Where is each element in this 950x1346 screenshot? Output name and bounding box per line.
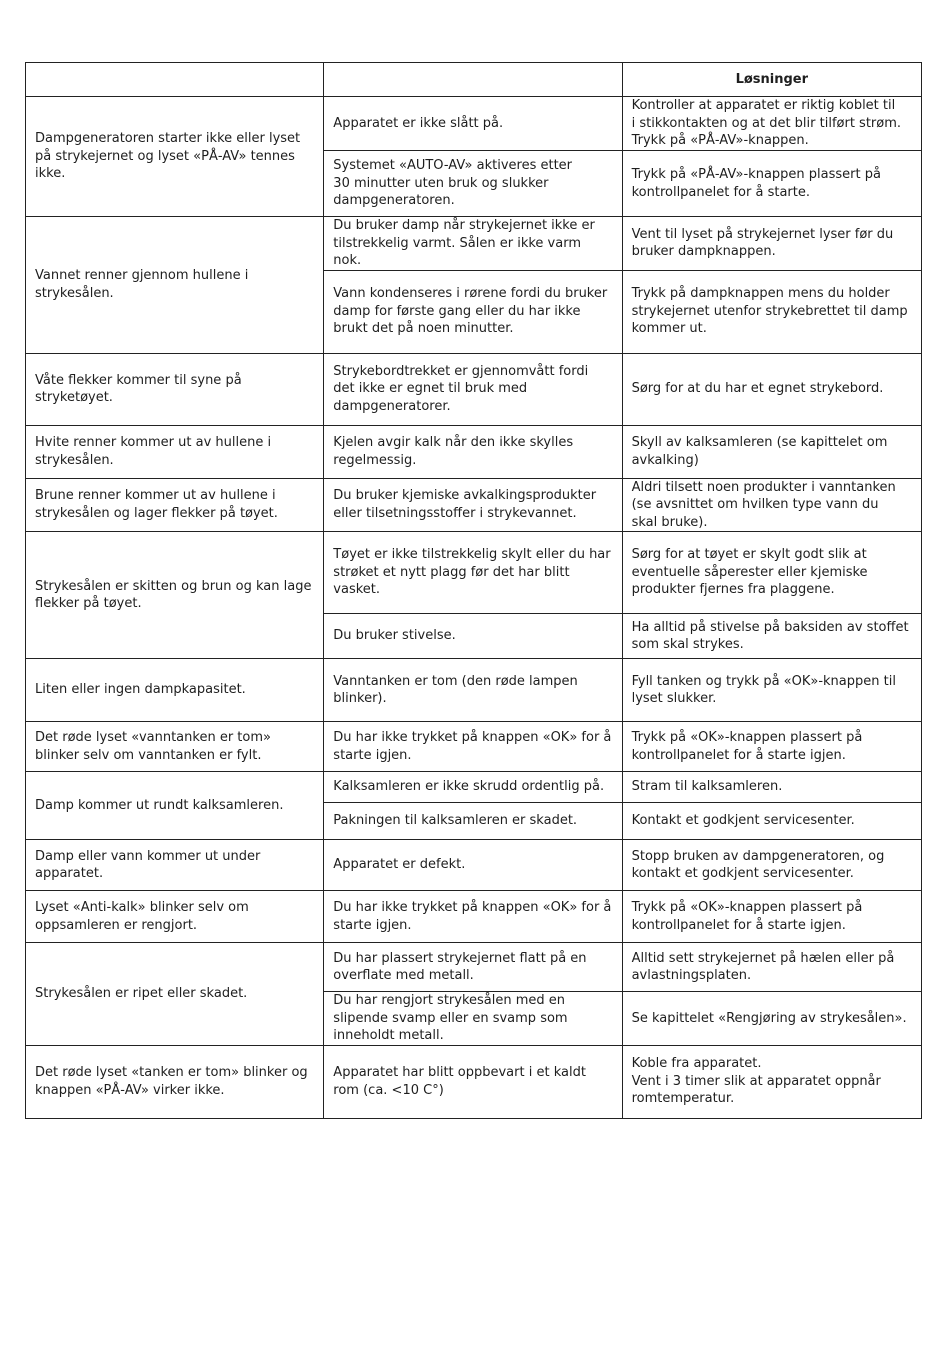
solution-cell: Sørg for at du har et egnet strykebord. <box>622 353 921 425</box>
troubleshooting-page <box>25 62 922 1119</box>
table-row <box>26 840 922 891</box>
solution-cell: Trykk på dampknappen mens du holder strykejernet utenfor strykebrettet til damp kommer ut. <box>622 270 921 353</box>
table-row <box>26 217 922 271</box>
cause-cell: Du har ikke trykket på knappen «OK» for å starte igjen. <box>324 891 622 943</box>
solution-cell: Aldri tilsett noen produkter i vanntanken (se avsnittet om hvilken type vann du skal bruke). <box>622 478 921 532</box>
solution-cell: Stram til kalksamleren. <box>622 772 921 803</box>
cause-cell: Apparatet har blitt oppbevart i et kaldt rom (ca. <10 C°) <box>324 1045 622 1118</box>
table-row <box>26 943 922 992</box>
table-body <box>26 97 922 1119</box>
cause-cell: Du har ikke trykket på knappen «OK» for å starte igjen. <box>324 722 622 772</box>
table-row <box>26 891 922 943</box>
table-row <box>26 1045 922 1118</box>
solution-cell: Trykk på «PÅ-AV»-knappen plassert på kontrollpanelet for å starte. <box>622 151 921 217</box>
problem-cell: Strykesålen er skitten og brun og kan lage flekker på tøyet. <box>26 532 324 659</box>
table-row <box>26 772 922 803</box>
solution-cell: Vent til lyset på strykejernet lyser før du bruker dampknappen. <box>622 217 921 271</box>
solution-cell: Trykk på «OK»-knappen plassert på kontrollpanelet for å starte igjen. <box>622 891 921 943</box>
solution-cell: Stopp bruken av dampgeneratoren, og kontakt et godkjent servicesenter. <box>622 840 921 891</box>
cause-cell: Apparatet er ikke slått på. <box>324 97 622 151</box>
problem-cell: Lyset «Anti-kalk» blinker selv om oppsamleren er rengjort. <box>26 891 324 943</box>
header-problem <box>26 63 324 97</box>
solution-cell: Trykk på «OK»-knappen plassert på kontrollpanelet for å starte igjen. <box>622 722 921 772</box>
problem-cell: Strykesålen er ripet eller skadet. <box>26 943 324 1046</box>
cause-cell: Systemet «AUTO-AV» aktiveres etter 30 minutter uten bruk og slukker dampgeneratoren. <box>324 151 622 217</box>
troubleshooting-table <box>25 62 922 1119</box>
cause-cell: Pakningen til kalksamleren er skadet. <box>324 803 622 840</box>
table-row <box>26 97 922 151</box>
solution-cell: Sørg for at tøyet er skylt godt slik at eventuelle såperester eller kjemiske produkter fjernes fra plaggene. <box>622 532 921 614</box>
table-row <box>26 425 922 478</box>
cause-cell: Du har rengjort strykesålen med en slipende svamp eller en svamp som inneholdt metall. <box>324 992 622 1046</box>
problem-cell: Liten eller ingen dampkapasitet. <box>26 659 324 722</box>
problem-cell: Det røde lyset «tanken er tom» blinker og knappen «PÅ-AV» virker ikke. <box>26 1045 324 1118</box>
header-cause <box>324 63 622 97</box>
cause-cell: Tøyet er ikke tilstrekkelig skylt eller du har strøket et nytt plagg før det har blitt vasket. <box>324 532 622 614</box>
cause-cell: Du har plassert strykejernet flatt på en overflate med metall. <box>324 943 622 992</box>
cause-cell: Kalksamleren er ikke skrudd ordentlig på. <box>324 772 622 803</box>
solution-cell: Koble fra apparatet. Vent i 3 timer slik at apparatet oppnår romtemperatur. <box>622 1045 921 1118</box>
problem-cell: Vannet renner gjennom hullene i strykesålen. <box>26 217 324 354</box>
solution-cell: Skyll av kalksamleren (se kapittelet om avkalking) <box>622 425 921 478</box>
problem-cell: Dampgeneratoren starter ikke eller lyset på strykejernet og lyset «PÅ-AV» tennes ikke. <box>26 97 324 217</box>
table-row <box>26 478 922 532</box>
table-row <box>26 532 922 614</box>
solution-cell: Ha alltid på stivelse på baksiden av stoffet som skal strykes. <box>622 614 921 659</box>
problem-cell: Damp eller vann kommer ut under apparatet. <box>26 840 324 891</box>
cause-cell: Du bruker damp når strykejernet ikke er tilstrekkelig varmt. Sålen er ikke varm nok. <box>324 217 622 271</box>
problem-cell: Brune renner kommer ut av hullene i strykesålen og lager flekker på tøyet. <box>26 478 324 532</box>
solution-cell: Kontakt et godkjent servicesenter. <box>622 803 921 840</box>
table-row <box>26 353 922 425</box>
problem-cell: Damp kommer ut rundt kalksamleren. <box>26 772 324 840</box>
cause-cell: Vanntanken er tom (den røde lampen blinker). <box>324 659 622 722</box>
cause-cell: Apparatet er defekt. <box>324 840 622 891</box>
solution-cell: Se kapittelet «Rengjøring av strykesålen». <box>622 992 921 1046</box>
cause-cell: Vann kondenseres i rørene fordi du bruker damp for første gang eller du har ikke brukt det på noen minutter. <box>324 270 622 353</box>
table-row <box>26 659 922 722</box>
solution-cell: Kontroller at apparatet er riktig koblet til i stikkontakten og at det blir tilført strøm. Trykk på «PÅ-AV»-knappen. <box>622 97 921 151</box>
problem-cell: Våte flekker kommer til syne på stryketøyet. <box>26 353 324 425</box>
problem-cell: Hvite renner kommer ut av hullene i strykesålen. <box>26 425 324 478</box>
solution-cell: Alltid sett strykejernet på hælen eller på avlastningsplaten. <box>622 943 921 992</box>
cause-cell: Kjelen avgir kalk når den ikke skylles regelmessig. <box>324 425 622 478</box>
table-header-row <box>26 63 922 97</box>
solution-cell: Fyll tanken og trykk på «OK»-knappen til lyset slukker. <box>622 659 921 722</box>
cause-cell: Du bruker stivelse. <box>324 614 622 659</box>
problem-cell: Det røde lyset «vanntanken er tom» blinker selv om vanntanken er fylt. <box>26 722 324 772</box>
cause-cell: Du bruker kjemiske avkalkingsprodukter eller tilsetningsstoffer i strykevannet. <box>324 478 622 532</box>
header-solutions: Løsninger <box>622 63 921 97</box>
cause-cell: Strykebordtrekket er gjennomvått fordi det ikke er egnet til bruk med dampgeneratorer. <box>324 353 622 425</box>
table-row <box>26 722 922 772</box>
